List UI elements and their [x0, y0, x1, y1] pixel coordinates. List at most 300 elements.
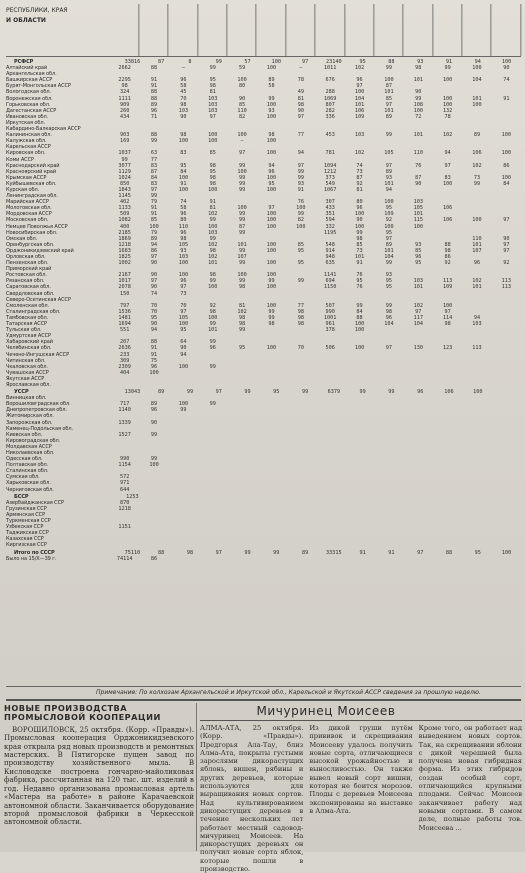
table-cell: 99 [356, 302, 363, 309]
table-cell: 1145 [118, 193, 131, 200]
table-cell: 94 [474, 59, 481, 65]
table-cell [286, 382, 315, 388]
table-cell: 93 [385, 174, 393, 181]
table-cell: 57 [244, 59, 251, 65]
table-cell: 100 [354, 327, 365, 334]
table-cell: 81 [297, 95, 304, 102]
region-name: Чувашская АССР [6, 369, 49, 376]
region-name: Киргизская ССР [6, 542, 47, 549]
table-cell: 98 [209, 162, 216, 169]
table-cell: 94 [268, 162, 275, 169]
table-cell: 100 [149, 223, 159, 230]
table-cell: 95 [356, 278, 363, 285]
table-cell: 97 [417, 549, 424, 556]
table-cell: 694 [325, 278, 335, 285]
table-cell: 73 [473, 174, 481, 181]
table-cell: 99 [209, 235, 216, 242]
table-cell: 97 [215, 549, 222, 556]
table-cell: 95 [209, 168, 216, 175]
table-cell: 99 [444, 65, 451, 72]
table-cell [169, 487, 198, 493]
table-cell: 99 [268, 95, 275, 102]
table-cell: 97 [297, 162, 304, 169]
table-cell: 98 [238, 314, 246, 321]
table-cell: 100 [237, 272, 247, 279]
table-cell: 71 [150, 113, 158, 120]
table-cell: 1069 [323, 95, 337, 102]
table-cell: 1218 [118, 505, 131, 512]
table-cell: 85 [356, 241, 363, 248]
table-cell: 797 [119, 302, 130, 309]
region-name: Приморский край [6, 266, 52, 273]
table-cell: 100 [384, 77, 394, 84]
table-cell: 509 [119, 211, 130, 218]
region-name: Краснодарский край [6, 162, 60, 169]
region-name: Чечено-Ингушская АССР [6, 351, 70, 358]
table-cell: 98 [180, 101, 187, 108]
table-cell: 92 [444, 260, 451, 267]
table-cell: 990 [119, 456, 130, 463]
table-cell: 104 [472, 77, 482, 84]
table-cell: 1140 [118, 407, 131, 414]
table-cell: 990 [325, 308, 335, 315]
table-cell: 100 [266, 211, 277, 218]
table-cell: 13043 [124, 389, 141, 396]
table-cell: 113 [472, 345, 482, 352]
table-cell: 92 [503, 260, 510, 267]
table-cell: 88 [150, 65, 158, 72]
table-cell: 99 [238, 180, 246, 187]
region-name: Армянская ССР [6, 511, 46, 518]
table-cell: 233 [119, 351, 130, 358]
table-cell: 99 [238, 174, 246, 181]
table-cell: 105 [384, 150, 394, 157]
region-name: Азербайджанская ССР [6, 499, 64, 506]
table-cell: 100 [266, 186, 277, 193]
region-name: Каменец-Подольская обл. [6, 425, 73, 432]
region-name: Было на 15/Х—39 г. [6, 555, 57, 562]
table-cell: 100 [266, 174, 277, 181]
table-cell: 113 [501, 284, 512, 291]
table-cell: 103 [178, 254, 189, 260]
region-name: Курская обл. [6, 186, 40, 193]
table-cell [404, 556, 433, 562]
table-cell [462, 487, 491, 493]
region-name: Ярославская обл. [6, 381, 51, 388]
table-cell: 92 [209, 302, 216, 309]
table-cell: 89 [150, 235, 158, 242]
table-cell: 6379 [327, 389, 341, 396]
table-cell [492, 487, 521, 493]
table-cell: 94 [150, 327, 158, 334]
table-cell: 83 [180, 150, 187, 157]
table-cell: 77 [297, 132, 304, 139]
table-cell: 1129 [118, 168, 131, 175]
table-cell: 109 [442, 284, 453, 291]
table-cell: 1683 [118, 247, 131, 254]
table-cell: 96 [385, 314, 393, 321]
table-cell: 99 [209, 65, 216, 72]
table-cell: 98 [180, 235, 187, 242]
table-cell: 90 [356, 217, 363, 224]
table-cell: 99 [150, 138, 158, 145]
table-cell: 90 [150, 284, 158, 291]
table-cell: 100 [296, 205, 306, 212]
region-name: Молотовская обл. [6, 205, 52, 212]
table-cell: 91 [388, 549, 395, 556]
table-cell: 1869 [118, 235, 131, 242]
region-name: Итого по СССР [14, 549, 55, 556]
region-name: Днепропетровская обл. [6, 407, 67, 414]
table-cell: 91 [150, 205, 158, 212]
table-cell: 76 [356, 272, 363, 279]
table-cell: 100 [237, 168, 247, 175]
table-cell: 103 [472, 321, 482, 328]
region-name: Алтайский край [6, 65, 48, 72]
table-cell: 99 [385, 260, 393, 267]
region-name: Запорожская обл. [6, 419, 53, 426]
region-name: Кабардино-Балкарская АССР [6, 126, 81, 133]
table-cell: 97 [215, 389, 222, 396]
table-cell [227, 487, 256, 493]
table-cell: 95 [385, 278, 393, 285]
table-cell: 90 [150, 260, 158, 267]
table-cell: 99 [238, 327, 246, 334]
table-cell: 2295 [118, 77, 131, 84]
table-cell: 100 [442, 302, 453, 309]
table-cell [286, 487, 315, 493]
table-cell: 88 [150, 89, 158, 96]
table-cell: 93 [417, 59, 424, 65]
table-cell: 351 [325, 211, 335, 218]
table-cell: 99 [388, 389, 395, 396]
table-cell: 80 [238, 83, 246, 90]
region-name: Карельская АССР [6, 144, 51, 151]
table-cell: 101 [413, 77, 423, 84]
table-cell: 644 [119, 486, 130, 493]
table-cell: 100 [266, 101, 277, 108]
region-name: РСФСР [14, 59, 34, 65]
table-cell: 100 [178, 174, 189, 181]
region-name: Сталинградская обл. [6, 308, 61, 315]
table-cell: 1843 [118, 186, 131, 193]
table-cell: 87 [158, 59, 165, 65]
table-cell: 1001 [323, 314, 337, 321]
table-cell: 89 [301, 549, 309, 556]
table-cell: 100 [208, 314, 218, 321]
table-cell: 101 [413, 211, 423, 218]
region-name: Пензенская обл. [6, 260, 49, 267]
table-cell [257, 542, 286, 548]
table-cell: 91 [150, 77, 158, 84]
table-cell: 98 [209, 83, 216, 90]
region-name: Киевская обл. [6, 431, 43, 438]
table-cell: 100 [178, 138, 189, 145]
table-cell: 948 [325, 254, 335, 260]
table-cell: 85 [297, 241, 304, 248]
column-header [286, 4, 315, 56]
table-cell: 95 [273, 389, 280, 396]
region-name: Черниговская обл. [6, 486, 54, 493]
table-cell: 99 [180, 407, 187, 414]
region-name: Полтавская обл. [6, 462, 49, 469]
region-name: Оренбургская обл. [6, 241, 55, 248]
table-cell: 77 [150, 156, 158, 163]
table-cell: 91 [209, 199, 216, 206]
table-cell [433, 542, 462, 548]
table-cell: 45 [180, 89, 187, 96]
table-cell: 100 [149, 462, 159, 469]
table-cell: 100 [354, 211, 365, 218]
table-cell: 1527 [118, 431, 131, 438]
table-cell: 101 [472, 241, 482, 248]
table-cell: 89 [150, 401, 158, 408]
table-cell [139, 382, 168, 388]
table-cell: 99 [215, 59, 222, 65]
table-cell [198, 542, 227, 548]
table-cell: 100 [178, 260, 189, 267]
table-cell: 100 [442, 180, 453, 187]
table-cell: 96 [180, 229, 187, 236]
table-cell [169, 542, 198, 548]
table-cell: 2078 [118, 284, 131, 291]
table-cell: 86 [503, 162, 510, 169]
column-header [139, 4, 168, 56]
table-cell: 1002 [118, 260, 131, 267]
table-cell: 97 [444, 162, 451, 169]
table-cell: 63 [150, 150, 158, 157]
region-name: Северо-Осетинская АССР [6, 296, 71, 303]
table-cell: 58 [268, 83, 275, 90]
table-cell: 99 [238, 260, 246, 267]
table-cell: 100 [384, 223, 394, 230]
table-cell: 971 [119, 480, 130, 487]
table-cell: 94 [180, 351, 187, 358]
table-cell: 113 [501, 278, 512, 285]
table-cell: 101 [354, 254, 365, 260]
table-cell [110, 542, 139, 548]
table-cell: 1024 [118, 174, 131, 181]
table-cell: 91 [359, 549, 366, 556]
table-cell: 91 [297, 186, 304, 193]
table-cell: 100 [266, 247, 277, 254]
table-cell [316, 487, 345, 493]
table-cell: 89 [158, 389, 165, 396]
table-cell: 98 [356, 235, 363, 242]
table-cell: 717 [119, 401, 130, 408]
table-cell: 100 [473, 389, 483, 396]
table-cell: 108 [413, 101, 423, 108]
table-cell: 100 [354, 89, 365, 96]
table-cell: 91 [356, 260, 363, 267]
table-cell: 89 [385, 168, 393, 175]
table-cell: 95 [385, 205, 393, 212]
table-cell: 99 [209, 401, 216, 408]
table-cell: 101 [413, 132, 423, 139]
table-cell: 99 [121, 156, 128, 163]
table-cell: 909 [119, 101, 130, 108]
table-cell: 98 [209, 308, 216, 315]
table-cell: 87 [415, 174, 422, 181]
region-name: Красноярский край [6, 168, 57, 175]
column-header [257, 4, 286, 56]
table-cell: 89 [385, 241, 393, 248]
region-name: БССР [14, 493, 29, 500]
table-cell: 123 [442, 345, 453, 352]
table-cell [198, 556, 227, 562]
table-cell: 99 [209, 278, 216, 285]
table-cell: 94 [150, 241, 158, 248]
table-cell: 100 [208, 223, 218, 230]
table-cell [345, 382, 374, 388]
table-cell: 97 [503, 217, 510, 224]
table-cell: 961 [325, 321, 335, 328]
table-cell: 100 [442, 77, 453, 84]
table-cell: 1694 [118, 321, 131, 328]
table-cell: 100 [271, 59, 281, 65]
region-name: Якутская АССР [6, 375, 45, 382]
table-cell: 101 [472, 95, 482, 102]
table-cell: 106 [442, 205, 453, 212]
table-cell: 84 [503, 180, 510, 187]
table-cell: 100 [266, 65, 277, 72]
table-cell: 83 [150, 180, 158, 187]
table-cell: 49 [297, 89, 304, 96]
region-name: Харьковская обл. [6, 480, 51, 487]
table-cell: 99 [268, 278, 275, 285]
table-cell: 97 [503, 241, 510, 248]
region-name: Орловская обл. [6, 254, 46, 260]
table-cell: 914 [325, 247, 335, 254]
region-name: Туркменская ССР [6, 518, 51, 525]
table-cell: 807 [325, 101, 335, 108]
table-cell: 373 [325, 174, 335, 181]
region-name: Молдавская АССР [6, 443, 52, 450]
table-cell: 80 [180, 217, 187, 224]
table-cell: 572 [119, 474, 130, 481]
region-name: Горьковская обл. [6, 101, 51, 108]
table-cell: 90 [180, 113, 187, 120]
table-cell: 96 [180, 278, 187, 285]
table-cell: 99 [150, 456, 158, 463]
column-rule [196, 703, 197, 851]
region-name: Удмуртская АССР [6, 333, 51, 340]
table-cell: 94 [385, 186, 393, 193]
table-cell: 107 [472, 247, 482, 254]
table-cell: 98 [238, 321, 246, 328]
table-cell: 97 [385, 101, 393, 108]
table-cell: 100 [384, 199, 394, 206]
table-cell: 1151 [118, 524, 131, 531]
table-cell [257, 487, 286, 493]
table-cell: 307 [325, 199, 335, 206]
table-cell [433, 382, 462, 388]
table-cell: 100 [266, 284, 277, 291]
region-name: Рязанская обл. [6, 278, 45, 285]
table-cell: 88 [158, 549, 165, 556]
table-cell [198, 382, 227, 388]
table-cell: 72 [415, 113, 422, 120]
table-cell: 282 [325, 107, 335, 114]
region-name: Немцев Поволжья АССР [6, 223, 68, 230]
table-cell: 549 [325, 180, 335, 187]
table-cell [257, 556, 286, 562]
table-cell: 93 [180, 247, 187, 254]
table-cell: 2662 [118, 65, 131, 72]
table-cell: 99 [359, 389, 366, 396]
table-cell: 100 [237, 132, 247, 139]
table-cell: 3077 [118, 162, 131, 169]
table-cell: 100 [266, 223, 277, 230]
column-header [110, 4, 139, 56]
table-cell: 99 [150, 431, 158, 438]
table-cell [110, 382, 139, 388]
table-cell: 90 [503, 235, 510, 242]
table-cell [345, 542, 374, 548]
region-name: Башкирская АССР [6, 77, 53, 84]
region-name: Московская обл. [6, 217, 49, 224]
table-cell: 98 [180, 132, 187, 139]
table-cell: 114 [442, 314, 453, 321]
table-cell: 100 [442, 101, 453, 108]
table-cell: 89 [385, 113, 393, 120]
table-cell: 88 [150, 132, 158, 139]
region-name: Новосибирская обл. [6, 229, 58, 236]
table-cell: 74 [356, 162, 363, 169]
table-cell: 99 [244, 389, 251, 396]
table-cell: 90 [150, 272, 158, 279]
table-cell: 1150 [323, 284, 337, 291]
table-cell: 98 [268, 321, 275, 328]
region-name: Челябинская обл. [6, 345, 52, 352]
table-cell: 97 [180, 308, 187, 315]
table-cell: 99 [268, 314, 275, 321]
table-cell: 1133 [118, 205, 131, 212]
table-cell: 635 [325, 260, 335, 267]
table-cell: 104 [413, 321, 423, 328]
table-cell: 98 [297, 321, 304, 328]
table-cell: 86 [150, 555, 158, 562]
table-cell: 79 [150, 199, 158, 206]
table-cell: 100 [266, 150, 277, 157]
table-cell: 378 [325, 327, 335, 334]
table-cell: 74114 [116, 555, 133, 562]
table-cell: 96 [180, 77, 187, 84]
table-cell: 99 [301, 389, 309, 396]
table-cell: 100 [472, 101, 482, 108]
table-cell: 76 [356, 284, 363, 291]
table-cell: 81 [209, 89, 216, 96]
table-cell: 109 [384, 211, 394, 218]
region-name: Ростовская обл. [6, 272, 47, 279]
region-name: Ивановская обл. [6, 113, 49, 120]
table-cell [198, 487, 227, 493]
table-cell: 85 [238, 101, 246, 108]
table-cell: 99 [297, 174, 304, 181]
table-cell: 97 [150, 186, 158, 193]
region-name: Мордовская АССР [6, 211, 52, 218]
table-cell: 106 [354, 107, 365, 114]
region-name: Кировоградская обл. [6, 437, 61, 444]
table-cell: 1339 [118, 419, 131, 426]
article-cooperation [4, 704, 194, 827]
table-cell: 98 [297, 101, 304, 108]
table-cell: 83 [150, 162, 158, 169]
table-cell [433, 487, 462, 493]
table-cell: 79 [150, 229, 158, 236]
column-headers [110, 4, 521, 56]
region-name: Смоленская обл. [6, 302, 50, 309]
